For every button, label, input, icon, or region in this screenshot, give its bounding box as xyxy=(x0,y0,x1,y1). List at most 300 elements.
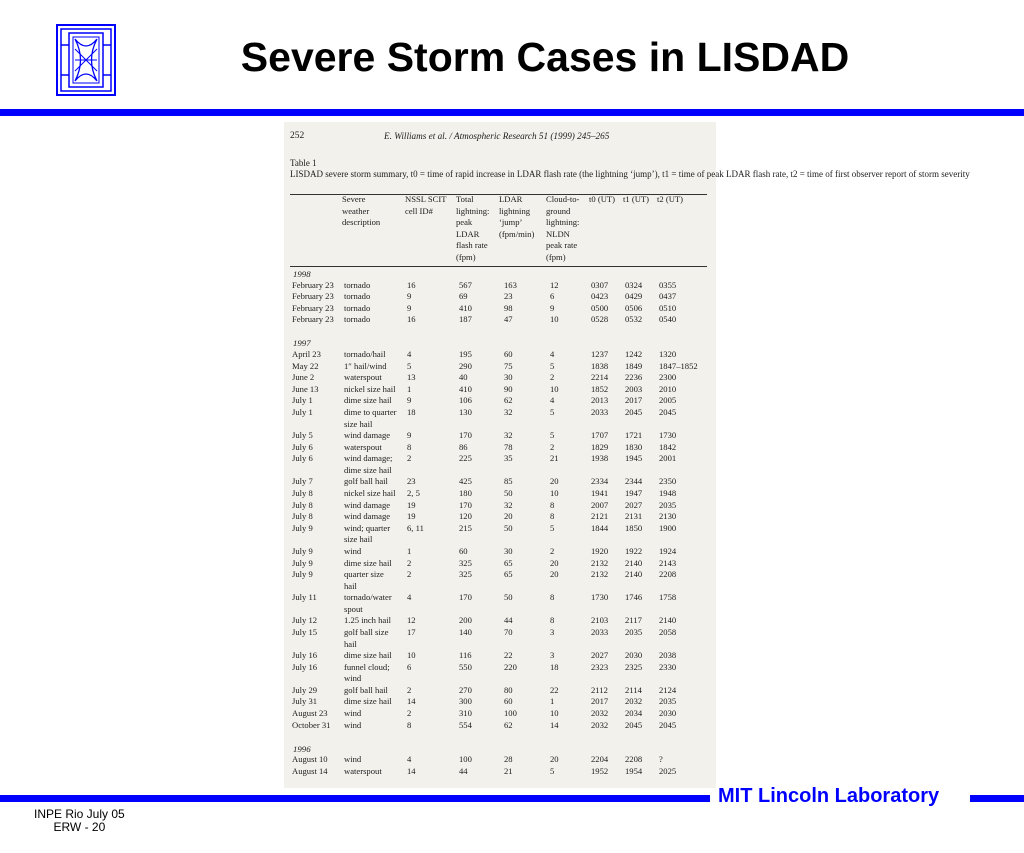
cell-t2: 2140 xyxy=(659,615,677,626)
table-caption: LISDAD severe storm summary, t0 = time of rapid increase in LDAR flash rate (the lightning ‘jump’), t1 = time of peak LDAR flash rate, t2 = time of first observer report of storm severity xyxy=(290,169,970,179)
cell-ldar-jump: 220 xyxy=(504,661,517,672)
cell-cg-rate: 10 xyxy=(550,314,559,325)
cell-ldar-jump: 90 xyxy=(504,383,513,394)
footer-line-2: ERW - 20 xyxy=(53,820,106,834)
cell-total-lightning: 40 xyxy=(459,372,468,383)
cell-t1: 1954 xyxy=(625,765,643,776)
cell-t2: 1924 xyxy=(659,545,677,556)
cell-date: July 1 xyxy=(292,406,313,417)
cell-date: July 11 xyxy=(292,592,317,603)
cell-t1: 1947 xyxy=(625,488,643,499)
cell-total-lightning: 200 xyxy=(459,615,472,626)
cell-description: dime size hail xyxy=(344,650,392,661)
cell-cg-rate: 20 xyxy=(550,754,559,765)
header-ldar-jump: LDAR lightning ‘jump’ (fpm/min) xyxy=(499,194,535,239)
cell-ldar-jump: 50 xyxy=(504,522,513,533)
cell-t2: 1758 xyxy=(659,592,677,603)
header-t2: t2 (UT) xyxy=(657,194,684,204)
cell-total-lightning: 170 xyxy=(459,499,472,510)
cell-cg-rate: 20 xyxy=(550,476,559,487)
cell-t1: 2017 xyxy=(625,395,643,406)
cell-description: nickel size hail xyxy=(344,383,396,394)
cell-ldar-jump: 30 xyxy=(504,545,513,556)
cell-t1: 2034 xyxy=(625,708,643,719)
cell-description: 1.25 inch hail xyxy=(344,615,392,626)
cell-cg-rate: 5 xyxy=(550,430,555,441)
cell-total-lightning: 410 xyxy=(459,383,472,394)
cell-t1: 1849 xyxy=(625,360,643,371)
cell-t2: 1900 xyxy=(659,522,677,533)
cell-t2: 2330 xyxy=(659,661,677,672)
cell-t1: 2027 xyxy=(625,499,643,510)
cell-cell-id: 2 xyxy=(407,569,412,580)
header-cloud-to-ground: Cloud-to- ground lightning: NLDN peak rate (fpm) xyxy=(546,194,580,262)
cell-ldar-jump: 47 xyxy=(504,314,513,325)
cell-date: July 9 xyxy=(292,522,313,533)
cell-description: wind damage xyxy=(344,511,391,522)
bottom-divider-right xyxy=(970,795,1024,802)
cell-cell-id: 14 xyxy=(407,696,416,707)
cell-cell-id: 4 xyxy=(407,754,412,765)
cell-cell-id: 19 xyxy=(407,499,416,510)
cell-cell-id: 2 xyxy=(407,684,412,695)
table-row xyxy=(284,767,716,779)
cell-ldar-jump: 35 xyxy=(504,453,513,464)
cell-t0: 1852 xyxy=(591,383,609,394)
cell-date: May 22 xyxy=(292,360,319,371)
cell-ldar-jump: 70 xyxy=(504,626,513,637)
cell-description: 1″ hail/wind xyxy=(344,360,387,371)
cell-ldar-jump: 98 xyxy=(504,302,513,313)
cell-t0: 2033 xyxy=(591,406,609,417)
cell-description: waterspout xyxy=(344,372,382,383)
cell-total-lightning: 550 xyxy=(459,661,472,672)
cell-cell-id: 19 xyxy=(407,511,416,522)
cell-t0: 2121 xyxy=(591,511,609,522)
cell-t2: 1847–1852 xyxy=(659,360,698,371)
cell-cg-rate: 8 xyxy=(550,615,555,626)
cell-total-lightning: 225 xyxy=(459,453,472,464)
cell-cg-rate: 3 xyxy=(550,626,555,637)
cell-date: July 7 xyxy=(292,476,313,487)
cell-t0: 2032 xyxy=(591,708,609,719)
cell-t0: 2214 xyxy=(591,372,609,383)
cell-cell-id: 18 xyxy=(407,406,416,417)
cell-total-lightning: 425 xyxy=(459,476,472,487)
cell-total-lightning: 567 xyxy=(459,279,472,290)
year-heading: 1996 xyxy=(293,743,311,754)
footer xyxy=(34,808,125,834)
cell-date: July 6 xyxy=(292,453,313,464)
cell-description: tornado/hail xyxy=(344,349,386,360)
cell-total-lightning: 195 xyxy=(459,349,472,360)
cell-t1: 2030 xyxy=(625,650,643,661)
cell-cell-id: 2 xyxy=(407,453,412,464)
cell-date: July 6 xyxy=(292,441,313,452)
cell-cg-rate: 2 xyxy=(550,441,555,452)
cell-t1: 2045 xyxy=(625,719,643,730)
cell-t0: 1829 xyxy=(591,441,609,452)
cell-t1: 0506 xyxy=(625,302,643,313)
cell-t2: 1842 xyxy=(659,441,677,452)
cell-t1: 2208 xyxy=(625,754,643,765)
cell-t0: 1838 xyxy=(591,360,609,371)
cell-t2: ? xyxy=(659,754,663,765)
cell-description: dime size hail xyxy=(344,696,392,707)
cell-t0: 2132 xyxy=(591,557,609,568)
cell-description: wind damage xyxy=(344,430,391,441)
cell-ldar-jump: 60 xyxy=(504,349,513,360)
cell-t0: 1237 xyxy=(591,349,609,360)
cell-total-lightning: 554 xyxy=(459,719,472,730)
cell-cell-id: 17 xyxy=(407,626,416,637)
cell-total-lightning: 120 xyxy=(459,511,472,522)
cell-t0: 1730 xyxy=(591,592,609,603)
cell-t1: 2032 xyxy=(625,696,643,707)
cell-date: July 29 xyxy=(292,684,318,695)
cell-total-lightning: 325 xyxy=(459,569,472,580)
cell-description: wind xyxy=(344,545,362,556)
cell-description: wind; quarter xyxy=(344,522,391,533)
cell-t0: 0500 xyxy=(591,302,609,313)
cell-ldar-jump: 85 xyxy=(504,476,513,487)
cell-total-lightning: 325 xyxy=(459,557,472,568)
cell-cell-id: 12 xyxy=(407,615,416,626)
cell-cell-id: 14 xyxy=(407,765,416,776)
cell-t2: 2038 xyxy=(659,650,677,661)
cell-cell-id: 16 xyxy=(407,314,416,325)
cell-cell-id: 9 xyxy=(407,302,412,313)
cell-date: February 23 xyxy=(292,302,334,313)
cell-cg-rate: 14 xyxy=(550,719,559,730)
cell-total-lightning: 116 xyxy=(459,650,472,661)
cell-ldar-jump: 62 xyxy=(504,719,513,730)
cell-total-lightning: 215 xyxy=(459,522,472,533)
cell-t1: 2114 xyxy=(625,684,642,695)
cell-t1: 0429 xyxy=(625,291,643,302)
cell-t1: 1242 xyxy=(625,349,643,360)
cell-ldar-jump: 100 xyxy=(504,708,517,719)
cell-cg-rate: 4 xyxy=(550,349,555,360)
cell-cg-rate: 3 xyxy=(550,650,555,661)
cell-t1: 2045 xyxy=(625,406,643,417)
cell-description: nickel size hail xyxy=(344,488,396,499)
cell-t0: 2103 xyxy=(591,615,609,626)
cell-t2: 2045 xyxy=(659,406,677,417)
cell-total-lightning: 106 xyxy=(459,395,472,406)
cell-description: waterspout xyxy=(344,441,382,452)
cell-date: February 23 xyxy=(292,314,334,325)
cell-t0: 2132 xyxy=(591,569,609,580)
scanned-table-page xyxy=(284,122,970,788)
cell-cell-id: 5 xyxy=(407,360,412,371)
cell-total-lightning: 130 xyxy=(459,406,472,417)
cell-cg-rate: 8 xyxy=(550,499,555,510)
cell-t0: 1938 xyxy=(591,453,609,464)
cell-total-lightning: 86 xyxy=(459,441,468,452)
cell-cg-rate: 2 xyxy=(550,545,555,556)
cell-t1: 1721 xyxy=(625,430,643,441)
cell-description: waterspout xyxy=(344,765,382,776)
cell-t2: 2001 xyxy=(659,453,677,464)
cell-t2: 0437 xyxy=(659,291,677,302)
cell-description: wind xyxy=(344,754,362,765)
cell-t2: 0355 xyxy=(659,279,677,290)
cell-t1: 1945 xyxy=(625,453,643,464)
cell-description: golf ball hail xyxy=(344,476,388,487)
cell-cell-id: 6, 11 xyxy=(407,522,424,533)
journal-header: E. Williams et al. / Atmospheric Research 51 (1999) 245–265 xyxy=(384,131,610,141)
cell-date: July 16 xyxy=(292,661,318,672)
cell-cell-id: 13 xyxy=(407,372,416,383)
cell-cg-rate: 1 xyxy=(550,696,555,707)
footer-line-1: INPE Rio July 05 xyxy=(34,807,125,821)
header-t1: t1 (UT) xyxy=(623,194,650,204)
cell-date: July 8 xyxy=(292,488,313,499)
cell-ldar-jump: 60 xyxy=(504,696,513,707)
cell-t0: 2323 xyxy=(591,661,609,672)
cell-t0: 1920 xyxy=(591,545,609,556)
table-row xyxy=(284,721,716,733)
cell-total-lightning: 410 xyxy=(459,302,472,313)
cell-date: April 23 xyxy=(292,349,321,360)
cell-description: spout xyxy=(344,603,363,614)
header-severe: Severe weather description xyxy=(342,194,381,228)
cell-t2: 2143 xyxy=(659,557,677,568)
header-cell-id: NSSL SCIT cell ID# xyxy=(405,194,447,216)
cell-cell-id: 8 xyxy=(407,719,412,730)
cell-t1: 1830 xyxy=(625,441,643,452)
cell-t0: 2027 xyxy=(591,650,609,661)
cell-t2: 1730 xyxy=(659,430,677,441)
cell-t2: 1320 xyxy=(659,349,677,360)
cell-t2: 2208 xyxy=(659,569,677,580)
cell-t0: 2017 xyxy=(591,696,609,707)
slide-title: Severe Storm Cases in LISDAD xyxy=(240,34,850,80)
cell-date: July 9 xyxy=(292,569,313,580)
cell-t1: 2035 xyxy=(625,626,643,637)
cell-t2: 0540 xyxy=(659,314,677,325)
cell-t0: 2033 xyxy=(591,626,609,637)
cell-description: size hail xyxy=(344,418,373,429)
cell-date: July 9 xyxy=(292,545,313,556)
cell-total-lightning: 187 xyxy=(459,314,472,325)
cell-cg-rate: 4 xyxy=(550,395,555,406)
cell-cg-rate: 5 xyxy=(550,765,555,776)
cell-description: wind xyxy=(344,673,362,684)
cell-ldar-jump: 44 xyxy=(504,615,513,626)
cell-t1: 2140 xyxy=(625,569,643,580)
cell-t1: 2236 xyxy=(625,372,643,383)
cell-ldar-jump: 50 xyxy=(504,488,513,499)
cell-date: June 13 xyxy=(292,383,319,394)
cell-description: golf ball size xyxy=(344,626,389,637)
cell-total-lightning: 60 xyxy=(459,545,468,556)
cell-cg-rate: 12 xyxy=(550,279,559,290)
cell-ldar-jump: 23 xyxy=(504,291,513,302)
cell-t1: 0324 xyxy=(625,279,643,290)
cell-cg-rate: 5 xyxy=(550,360,555,371)
cell-t2: 2350 xyxy=(659,476,677,487)
cell-ldar-jump: 163 xyxy=(504,279,517,290)
cell-t0: 1941 xyxy=(591,488,609,499)
cell-cell-id: 4 xyxy=(407,592,412,603)
cell-ldar-jump: 65 xyxy=(504,557,513,568)
cell-cell-id: 23 xyxy=(407,476,416,487)
cell-t0: 0423 xyxy=(591,291,609,302)
cell-cell-id: 1 xyxy=(407,383,412,394)
cell-ldar-jump: 32 xyxy=(504,499,513,510)
cell-t0: 2112 xyxy=(591,684,608,695)
cell-t0: 1952 xyxy=(591,765,609,776)
cell-t2: 2035 xyxy=(659,499,677,510)
cell-total-lightning: 140 xyxy=(459,626,472,637)
cell-t0: 0528 xyxy=(591,314,609,325)
cell-cg-rate: 21 xyxy=(550,453,559,464)
cell-date: August 23 xyxy=(292,708,328,719)
cell-t1: 1850 xyxy=(625,522,643,533)
cell-cg-rate: 5 xyxy=(550,406,555,417)
cell-ldar-jump: 80 xyxy=(504,684,513,695)
cell-t0: 2007 xyxy=(591,499,609,510)
cell-ldar-jump: 75 xyxy=(504,360,513,371)
cell-t2: 2058 xyxy=(659,626,677,637)
cell-ldar-jump: 22 xyxy=(504,650,513,661)
cell-cell-id: 9 xyxy=(407,430,412,441)
cell-description: dime size hail xyxy=(344,395,392,406)
cell-t0: 2334 xyxy=(591,476,609,487)
cell-cg-rate: 10 xyxy=(550,383,559,394)
cell-cg-rate: 20 xyxy=(550,569,559,580)
page-number: 252 xyxy=(290,131,305,141)
cell-ldar-jump: 62 xyxy=(504,395,513,406)
header-total-lightning: Total lightning: peak LDAR flash rate (fpm) xyxy=(456,194,490,262)
cell-total-lightning: 170 xyxy=(459,430,472,441)
cell-total-lightning: 100 xyxy=(459,754,472,765)
cell-t2: 0510 xyxy=(659,302,677,313)
cell-date: July 31 xyxy=(292,696,318,707)
cell-total-lightning: 300 xyxy=(459,696,472,707)
cell-date: July 8 xyxy=(292,511,313,522)
cell-date: July 15 xyxy=(292,626,318,637)
cell-cg-rate: 10 xyxy=(550,708,559,719)
cell-cell-id: 2 xyxy=(407,557,412,568)
cell-t1: 0532 xyxy=(625,314,643,325)
cell-t0: 1707 xyxy=(591,430,609,441)
cell-total-lightning: 310 xyxy=(459,708,472,719)
header-bottom-rule xyxy=(290,266,707,267)
cell-date: July 5 xyxy=(292,430,313,441)
cell-cell-id: 2 xyxy=(407,708,412,719)
cell-description: wind damage xyxy=(344,499,391,510)
cell-description: funnel cloud; xyxy=(344,661,390,672)
cell-description: wind damage; xyxy=(344,453,393,464)
cell-cell-id: 8 xyxy=(407,441,412,452)
table-label: Table 1 xyxy=(290,158,317,168)
cell-t1: 2003 xyxy=(625,383,643,394)
cell-cg-rate: 8 xyxy=(550,511,555,522)
cell-description: dime size hail xyxy=(344,557,392,568)
year-heading: 1998 xyxy=(293,269,311,279)
cell-cg-rate: 20 xyxy=(550,557,559,568)
cell-t2: 1948 xyxy=(659,488,677,499)
bottom-divider-left xyxy=(0,795,710,802)
cell-cell-id: 4 xyxy=(407,349,412,360)
cell-t1: 2131 xyxy=(625,511,643,522)
cell-cell-id: 9 xyxy=(407,291,412,302)
cell-t2: 2035 xyxy=(659,696,677,707)
cell-total-lightning: 180 xyxy=(459,488,472,499)
cell-description: dime size hail xyxy=(344,464,392,475)
cell-date: July 16 xyxy=(292,650,318,661)
cell-date: August 10 xyxy=(292,754,328,765)
cell-cg-rate: 8 xyxy=(550,592,555,603)
cell-t2: 2005 xyxy=(659,395,677,406)
cell-t0: 2032 xyxy=(591,719,609,730)
cell-t2: 2300 xyxy=(659,372,677,383)
cell-t2: 2124 xyxy=(659,684,677,695)
cell-t2: 2045 xyxy=(659,719,677,730)
cell-total-lightning: 270 xyxy=(459,684,472,695)
cell-ldar-jump: 32 xyxy=(504,406,513,417)
cell-description: wind xyxy=(344,708,362,719)
cell-ldar-jump: 65 xyxy=(504,569,513,580)
cell-ldar-jump: 28 xyxy=(504,754,513,765)
cell-ldar-jump: 32 xyxy=(504,430,513,441)
cell-date: July 9 xyxy=(292,557,313,568)
cell-cg-rate: 10 xyxy=(550,488,559,499)
cell-total-lightning: 290 xyxy=(459,360,472,371)
cell-t0: 2013 xyxy=(591,395,609,406)
cell-cell-id: 6 xyxy=(407,661,412,672)
cell-t2: 2010 xyxy=(659,383,677,394)
cell-total-lightning: 44 xyxy=(459,765,468,776)
cell-description: tornado xyxy=(344,291,371,302)
cell-cg-rate: 18 xyxy=(550,661,559,672)
cell-t2: 2030 xyxy=(659,708,677,719)
cell-date: July 8 xyxy=(292,499,313,510)
cell-description: quarter size xyxy=(344,569,384,580)
cell-t1: 1746 xyxy=(625,592,643,603)
cell-date: August 14 xyxy=(292,765,328,776)
cell-t1: 2344 xyxy=(625,476,643,487)
top-divider xyxy=(0,109,1024,116)
cell-description: tornado/water xyxy=(344,592,392,603)
cell-cell-id: 9 xyxy=(407,395,412,406)
cell-description: dime to quarter xyxy=(344,406,397,417)
cell-t0: 0307 xyxy=(591,279,609,290)
cell-total-lightning: 69 xyxy=(459,291,468,302)
cell-cg-rate: 5 xyxy=(550,522,555,533)
cell-description: wind xyxy=(344,719,362,730)
cell-cg-rate: 9 xyxy=(550,302,555,313)
cell-t2: 2130 xyxy=(659,511,677,522)
cell-date: July 12 xyxy=(292,615,318,626)
cell-description: hail xyxy=(344,580,357,591)
cell-cell-id: 1 xyxy=(407,545,412,556)
cell-cell-id: 10 xyxy=(407,650,416,661)
cell-cell-id: 16 xyxy=(407,279,416,290)
cell-date: July 1 xyxy=(292,395,313,406)
cell-description: hail xyxy=(344,638,357,649)
cell-total-lightning: 170 xyxy=(459,592,472,603)
cell-ldar-jump: 30 xyxy=(504,372,513,383)
cell-t1: 2325 xyxy=(625,661,643,672)
cell-cg-rate: 2 xyxy=(550,372,555,383)
cell-description: tornado xyxy=(344,302,371,313)
cell-ldar-jump: 78 xyxy=(504,441,513,452)
lab-name: MIT Lincoln Laboratory xyxy=(718,785,940,807)
